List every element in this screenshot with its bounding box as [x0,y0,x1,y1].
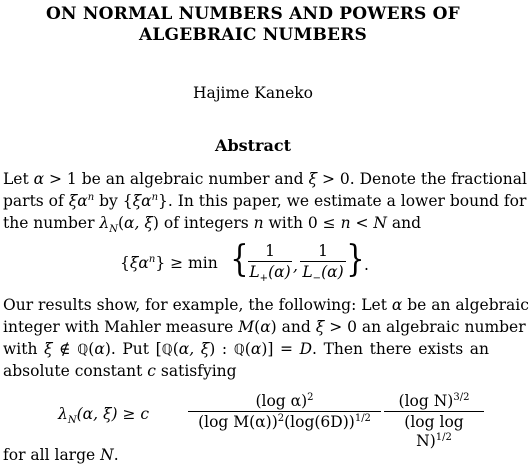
fraction-denominator: $L_+(\alpha)$ [249,263,291,285]
paragraph-line [3,213,489,235]
text-run: > 1 be an algebraic number and [44,170,309,188]
text-run: and [386,213,422,232]
paragraph-line: with ξ ∉ ℚ(α). Put [ℚ(α, ξ) : ℚ(α)] = D. Then there exists an [3,339,490,358]
math-symbol: ξ [308,170,318,188]
math-symbol: N [373,213,387,232]
math-symbol: α [33,170,45,188]
paragraph-line: absolute constant c satisfying [3,362,237,381]
abstract-paragraph-2 [3,295,529,383]
paragraph-line: integer with Mahler measure M(α) and ξ > 0 an algebraic number [3,317,526,336]
text-run: by { [94,191,133,210]
text-run: ( [117,213,125,232]
period: . [364,256,369,274]
text-run: with 0 ≤ [263,213,341,232]
text-run: the number [3,213,100,232]
math-exponent: n [151,191,159,203]
math-symbol: ξα [68,191,88,210]
fraction-2 [384,392,484,451]
equation-lhs: $\lambda_N(\alpha$, ξ) ≥ c [58,405,150,427]
abstract-heading: Abstract [215,136,291,155]
comma: , [293,257,298,275]
abstract-paragraph-1 [3,169,527,235]
fraction-denominator: $L_-(\alpha)$ [302,263,344,285]
right-brace: } [346,239,365,280]
text-run: }. In this paper, we estimate a lower bound for [158,191,527,210]
math-symbol: ξα [132,191,152,210]
fraction-2 [300,242,346,285]
math-symbol: n [340,213,351,232]
math-subscript: N [109,223,118,235]
math-exponent: n [87,191,95,203]
fraction-denominator: (log $M(\alpha))^2(\log(6D))^{1/2}$ [198,412,371,431]
fraction-denominator: (log log N)$^{1/2}$ [404,413,464,450]
equation-lhs: $\{\xi\alpha^n\} \ge \min$ [120,253,218,272]
fraction-1 [248,242,292,285]
text-run: Let [3,170,34,188]
paper-title-line-2: ALGEBRAIC NUMBERS [138,25,368,45]
fraction-numerator: (log N)$^{3/2}$ [384,392,484,412]
text-run: parts of [3,191,69,210]
paragraph-line [3,191,527,213]
text-run: ) of integers [152,213,254,232]
math-symbol: n [253,213,264,232]
left-brace: { [230,239,249,280]
text-run: < [350,213,374,232]
fraction-1 [188,392,381,432]
final-line: for all large N. [3,446,119,464]
fraction-numerator: (log α)$^2$ [188,392,381,412]
math-symbol: λ [99,213,110,232]
paragraph-line: Our results show, for example, the following: Let α be an algebraic [3,296,529,314]
fraction-numerator: 1 [300,242,346,262]
author-name: Hajime Kaneko [192,84,314,102]
text-run: > 0. Denote the fractional [317,170,527,188]
paper-title-line-1: ON NORMAL NUMBERS AND POWERS OF [46,4,460,24]
math-symbol: α, ξ [124,213,153,232]
fraction-numerator: 1 [248,242,292,262]
paragraph-line [3,169,527,191]
